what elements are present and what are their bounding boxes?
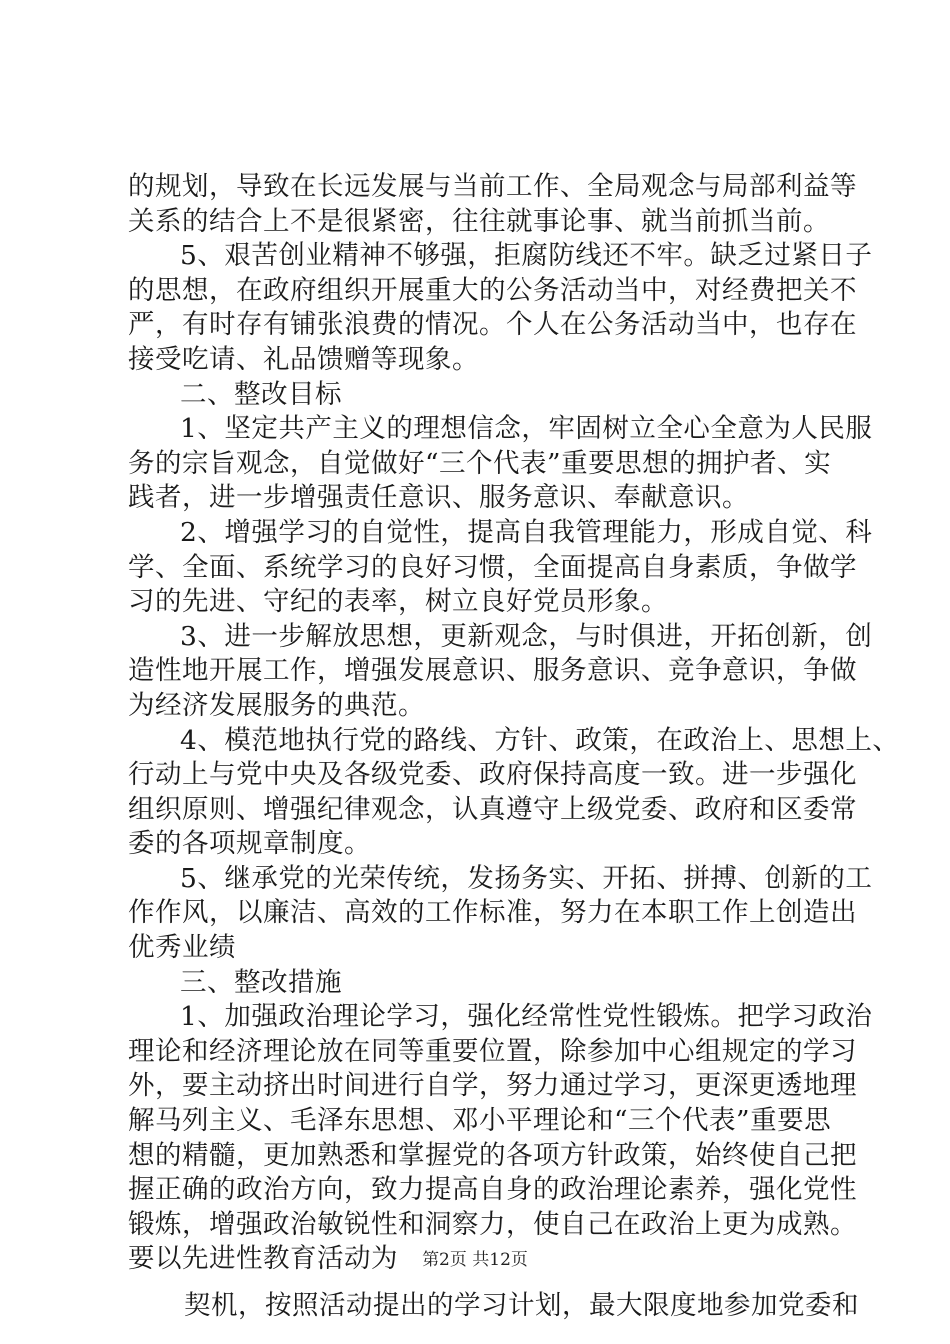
text-line: 务的宗旨观念，自觉做好“三个代表”重要思想的拥护者、实 <box>128 447 832 479</box>
text-line: 外，要主动挤出时间进行自学，努力通过学习，更深更透地理 <box>128 1070 857 1102</box>
text-line: 的思想，在政府组织开展重大的公务活动当中，对经费把关不 <box>128 274 857 306</box>
page-number-footer: 第2页 共12页 <box>422 1250 528 1270</box>
text-line: 学、全面、系统学习的良好习惯，全面提高自身素质，争做学 <box>128 551 857 583</box>
text-line: 践者，进一步增强责任意识、服务意识、奉献意识。 <box>128 482 749 514</box>
text-line: 组织原则、增强纪律观念，认真遵守上级党委、政府和区委常 <box>128 793 857 825</box>
text-line: 5、艰苦创业精神不够强，拒腐防线还不牢。缺乏过紧日子 <box>180 240 873 272</box>
text-line: 锻炼，增强政治敏锐性和洞察力，使自己在政治上更为成熟。 <box>128 1208 857 1240</box>
text-line: 1、加强政治理论学习，强化经常性党性锻炼。把学习政治 <box>180 1001 873 1033</box>
text-line: 为经济发展服务的典范。 <box>128 689 425 721</box>
text-line: 4、模范地执行党的路线、方针、政策，在政治上、思想上、 <box>180 724 900 756</box>
text-line: 2、增强学习的自觉性，提高自我管理能力，形成自觉、科 <box>180 516 873 548</box>
text-line: 5、继承党的光荣传统，发扬务实、开拓、拼搏、创新的工 <box>180 862 873 894</box>
text-line: 习的先进、守纪的表率，树立良好党员形象。 <box>128 586 668 618</box>
text-line: 1、坚定共产主义的理想信念，牢固树立全心全意为人民服 <box>180 413 873 445</box>
text-line: 解马列主义、毛泽东思想、邓小平理论和“三个代表”重要思 <box>128 1105 832 1137</box>
text-line: 想的精髓，更加熟悉和掌握党的各项方针政策，始终使自己把 <box>128 1139 857 1171</box>
text-line: 要以先进性教育活动为 <box>128 1243 398 1275</box>
text-line: 关系的结合上不是很紧密，往往就事论事、就当前抓当前。 <box>128 205 830 237</box>
text-line: 理论和经济理论放在同等重要位置，除参加中心组规定的学习 <box>128 1035 857 1067</box>
text-line: 3、进一步解放思想，更新观念，与时俱进，开拓创新，创 <box>180 620 873 652</box>
document-body <box>128 170 900 1324</box>
section-heading: 三、整改措施 <box>180 966 342 998</box>
text-line: 作作风，以廉洁、高效的工作标准，努力在本职工作上创造出 <box>128 897 857 929</box>
text-line: 优秀业绩 <box>128 932 236 964</box>
text-line: 接受吃请、礼品馈赠等现象。 <box>128 343 479 375</box>
section-heading: 二、整改目标 <box>180 378 342 410</box>
text-line: 的规划，导致在长远发展与当前工作、全局观念与局部利益等 <box>128 171 857 202</box>
text-line: 契机，按照活动提出的学习计划，最大限度地参加党委和 <box>184 1290 859 1321</box>
text-line: 造性地开展工作，增强发展意识、服务意识、竞争意识，争做 <box>128 655 857 687</box>
text-line: 委的各项规章制度。 <box>128 828 371 860</box>
text-line: 握正确的政治方向，致力提高自身的政治理论素养，强化党性 <box>128 1174 857 1206</box>
text-line: 严，有时存有铺张浪费的情况。个人在公务活动当中，也存在 <box>128 309 857 341</box>
text-line: 行动上与党中央及各级党委、政府保持高度一致。进一步强化 <box>128 759 857 791</box>
